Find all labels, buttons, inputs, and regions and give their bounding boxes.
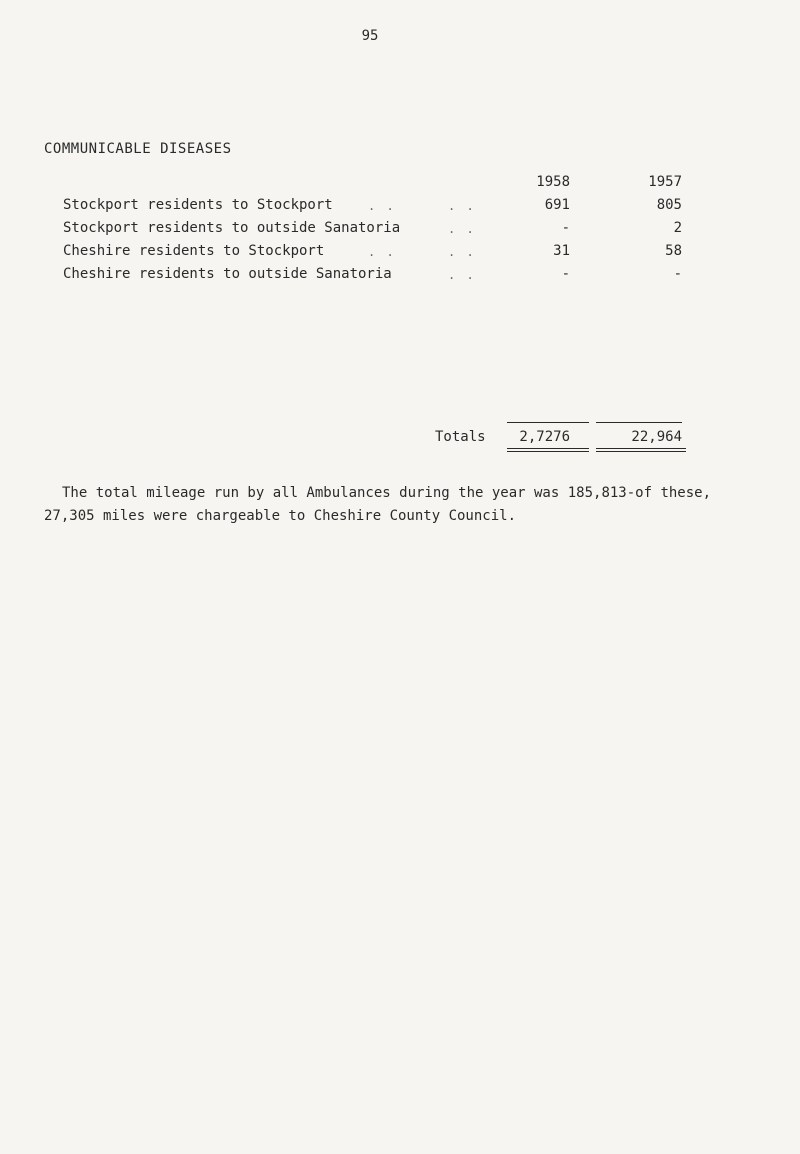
table-cell-1957: - xyxy=(673,266,682,282)
table-row-label: Cheshire residents to outside Sanatoria xyxy=(63,266,392,282)
totals-1958: 2,7276 xyxy=(519,429,570,445)
leader-dots: . . xyxy=(368,199,396,213)
table-cell-1957: 805 xyxy=(656,197,682,213)
section-title: COMMUNICABLE DISEASES xyxy=(44,141,232,157)
totals-bottom-rule-1958-second xyxy=(507,451,589,452)
totals-bottom-rule-1957 xyxy=(596,448,686,449)
totals-bottom-rule-1958 xyxy=(507,448,589,449)
mileage-paragraph-text: The total mileage run by all Ambulances during the year was 185,813-of these, 27,305 miles were chargeable to Cheshire County Council. xyxy=(44,485,712,524)
totals-label: Totals xyxy=(435,429,486,445)
leader-dots: . . xyxy=(448,222,476,236)
table-cell-1957: 2 xyxy=(673,220,682,236)
leader-dots: . . xyxy=(448,268,476,282)
page-number: 95 xyxy=(361,28,379,44)
totals-top-rule-1957 xyxy=(596,422,682,423)
leader-dots: . . xyxy=(368,245,396,259)
table-row-label: Stockport residents to outside Sanatoria xyxy=(63,220,401,236)
table-cell-1958: 691 xyxy=(544,197,570,213)
table-cell-1958: 31 xyxy=(553,243,570,259)
totals-1957: 22,964 xyxy=(631,429,682,445)
table-cell-1958: - xyxy=(561,220,570,236)
table-row-label: Cheshire residents to Stockport xyxy=(63,243,325,259)
table-cell-1958: - xyxy=(561,266,570,282)
table-cell-1957: 58 xyxy=(665,243,682,259)
mileage-paragraph xyxy=(44,482,734,528)
totals-top-rule-1958 xyxy=(507,422,589,423)
table-row-label: Stockport residents to Stockport xyxy=(63,197,333,213)
column-header-1957: 1957 xyxy=(648,174,682,190)
leader-dots: . . xyxy=(448,245,476,259)
totals-bottom-rule-1957-second xyxy=(596,451,686,452)
column-header-1958: 1958 xyxy=(536,174,570,190)
leader-dots: . . xyxy=(448,199,476,213)
